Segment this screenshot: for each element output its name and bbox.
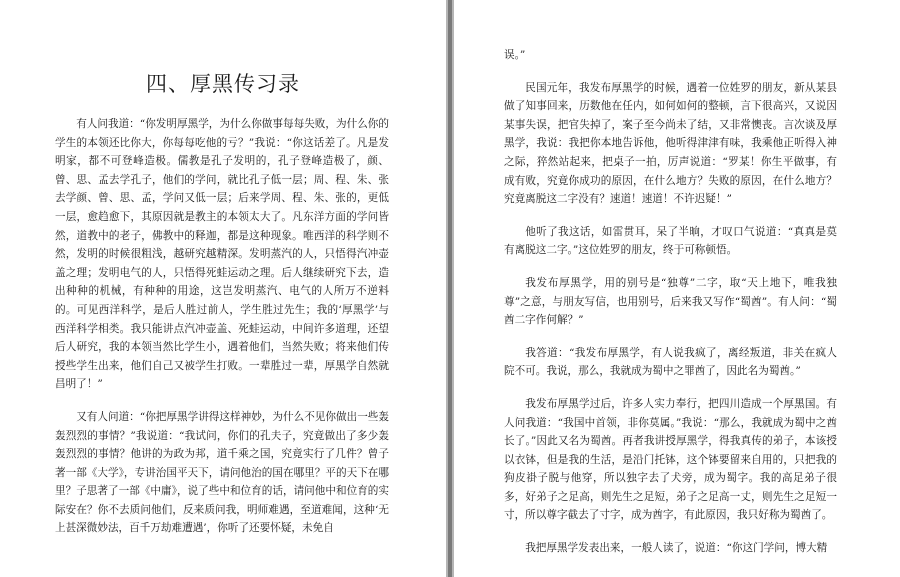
page-divider [446,0,454,577]
paragraph: 民国元年，我发布厚黑学的时候，遇着一位姓罗的朋友，新从某县做了知事回来，历数他在任内，如何如何的整顿，言下很高兴，又说因某事失误，把官失掉了，案子至今尚未了结，又非常懊丧。言次谈及厚黑学，我说：我把你本地告诉他，他听得津津有味，我乘他正听得入神之际，猝然站起来，把桌子一拍，厉声说道：“罗某！你生平做事，有成有败，究竟你成功的原因，在什么地方？失败的原因，在什么地方？究竟离脱这二字没有？速道！速道！不许迟疑！” [504,81,837,206]
paragraph: 我答道：“我发布厚黑学，有人说我疯了，离经叛道，非关在疯人院不可。我说，那么，我就成为蜀中之罪酋了，因此名为蜀酋。” [504,346,837,378]
paragraph: 他听了我这话，如雷贯耳，呆了半晌，才叹口气说道：“真真是莫有离脱这二字。”这位姓罗的朋友，终于可称顿悟。 [504,225,837,257]
left-page [0,0,446,577]
paragraph: 我发布厚黑学，用的别号是“独尊”二字，取“天上地下，唯我独尊”之意，与朋友写信，也用别号，后来我又写作“蜀酋”。有人问：“蜀酋二字作何解？” [504,276,837,327]
left-page-text [55,115,389,552]
right-page-text [504,46,837,572]
paragraph: 误。” [504,49,526,61]
paragraph: 有人问我道：“你发明厚黑学，为什么你做事每每失败，为什么你的学生的本领还比你大，你每每吃他的亏？”我说：“你这话差了。凡是发明家，都不可登峰造极。儒教是孔子发明的，孔子登峰造极了，颜、曾、思、孟去学孔子，他们的学问，就比孔子低一层；周、程、朱、张去学颜、曾、思、孟，学问又低一层；后来学周、程、朱、张的，更低一层，愈趋愈下，其原因就是教主的本领太大了。凡东洋方面的学问皆然，道教中的老子，佛教中的释迦，都是这种现象。唯西洋的科学则不然，发明的时候很粗浅，越研究越精深。发明蒸汽的人，只悟得汽冲壶盖之理；发明电气的人，只悟得死蛙运动之理。后人继续研究下去，造出种种的机械，有种种的用途，这岂发明蒸汽、电气的人所万不逆料的。可见西洋科学，是后人胜过前人，学生胜过先生；我的‘厚黑学’与西洋科学相类。我只能讲点汽冲壶盖、死蛙运动，中间许多道理，还望后人研究，我的本领当然比学生小，遇着他们，当然失败；将来他们传授些学生出来，他们自己又被学生打败。一辈胜过一辈，厚黑学自然就昌明了！” [55,118,389,391]
paragraph: 我把厚黑学发表出来，一般人读了，说道：“你这门学问，博大精 [525,542,828,555]
chapter-title: 四、厚黑传习录 [146,72,300,96]
paragraph: 我发布厚黑学过后，许多人实力奉行，把四川造成一个厚黑国。有人问我道：“我国中首领，非你莫属。”我说：“那么，我就成为蜀中之酋长了。”因此又名为蜀酋。再者我讲授厚黑学，得我真传的弟子，本该授以衣钵，但是我的生活，是沿门托钵，这个钵要留来自用的，只把我的狗皮褂子脱与他穿，所以独字去了犬旁，成为蜀字。我的高足弟子很多，好弟子之足高，则先生之足短，弟子之足高一丈，则先生之足短一寸，所以尊字截去了寸字，成为酋字，有此原因，我只好称为蜀酋了。 [504,397,837,522]
paragraph: 又有人问道：“你把厚黑学讲得这样神妙，为什么不见你做出一些轰轰烈烈的事情？”我说道：“我试问，你们的孔夫子，究竟做出了多少轰轰烈烈的事情？他讲的为政为邦，道千乘之国，究竟实行了几件？曾子著一部《大学》，专讲治国平天下，请问他治的国在哪里？平的天下在哪里？子思著了一部《中庸》，说了些中和位育的话，请问他中和位育的实际安在？你不去质问他们，反来质问我，明师难遇，至道难闻，这种‘无上甚深微妙法，百千万劫难遭遇’，你听了还要怀疑，未免自 [55,410,389,535]
right-page [454,0,900,577]
